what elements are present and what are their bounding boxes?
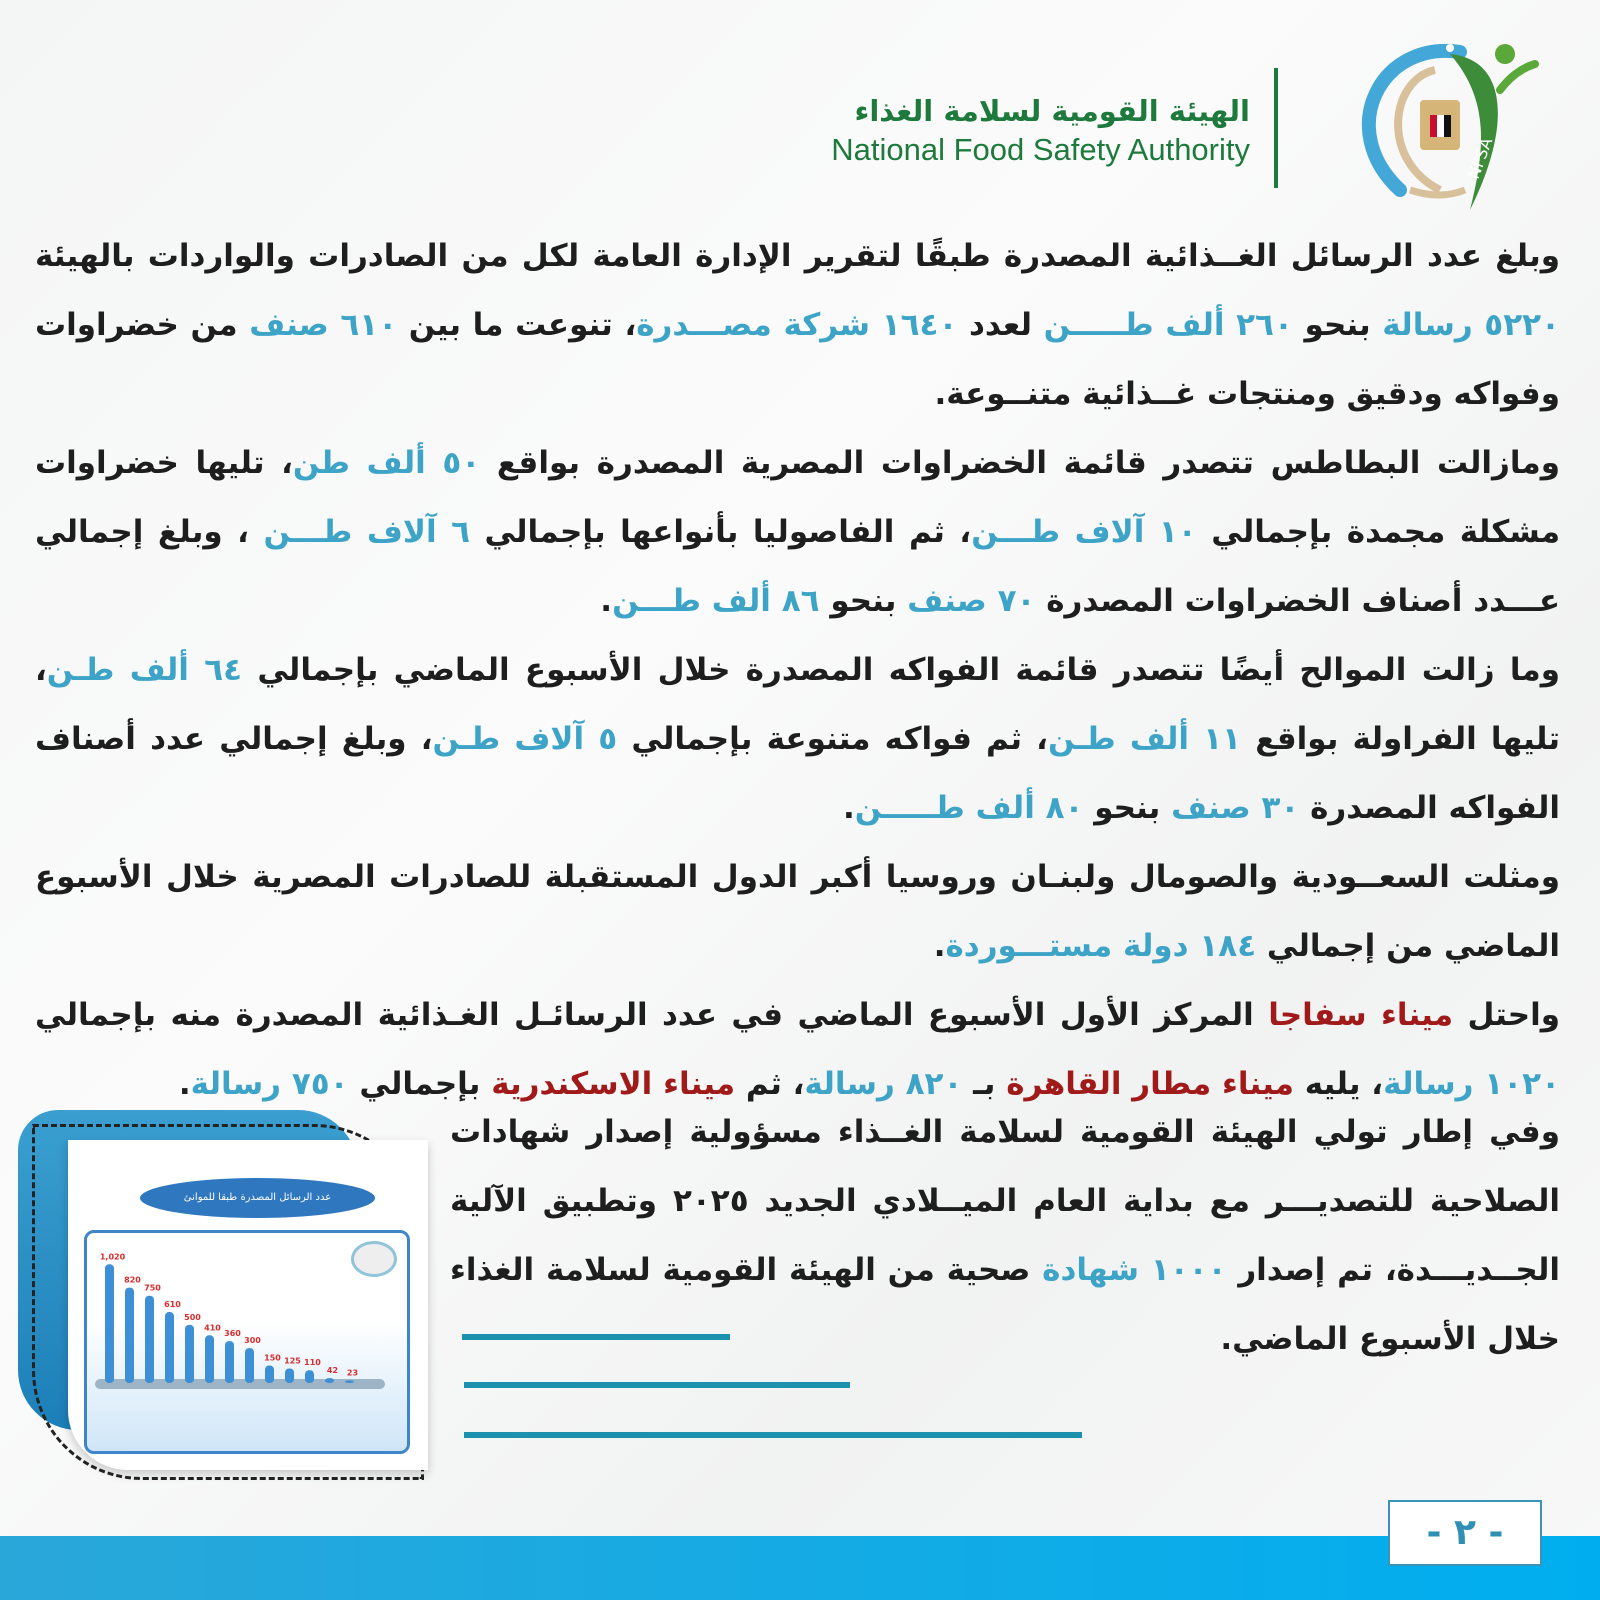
text: وما زالت الموالح أيضًا تتصدر قائمة الفواكه المصدرة خلال الأسبوع الماضي بإجمالي (242, 652, 1561, 688)
chart-value-label: 300 (244, 1336, 261, 1346)
nfsa-logo (1340, 40, 1540, 220)
highlight-tons: ٢٦٠ ألف طـــــن (1043, 307, 1293, 343)
highlight-countries: ١٨٤ دولة مستـــوردة (945, 928, 1257, 964)
highlight-companies: ١٦٤٠ شركة مصـــدرة (636, 307, 958, 343)
highlight-fruit-tons: ٨٠ ألف طـــــن (854, 790, 1084, 826)
chart-value-label: 820 (124, 1275, 141, 1285)
port-alexandria: ميناء الاسكندرية (491, 1066, 736, 1102)
chart-bar (145, 1296, 154, 1383)
text: بـ (962, 1066, 1007, 1102)
highlight-strawberry: ١١ ألف طـن (1047, 721, 1242, 757)
port-safaga: ميناء سفاجا (1268, 997, 1454, 1033)
logo-divider (1274, 68, 1278, 188)
text: المركز الأول الأسبوع الماضي في عدد الرسائـل الغـذائية المصدرة منه بإجمالي (35, 997, 1269, 1033)
text: بنحو (1083, 790, 1172, 826)
paragraph-total-shipments (35, 222, 1560, 429)
chart-bar (205, 1335, 214, 1383)
chart-bar (225, 1341, 234, 1383)
highlight-certificates: ١٠٠٠ شهادة (1042, 1252, 1227, 1288)
chart-bar (125, 1288, 134, 1383)
text: لعدد (957, 307, 1044, 343)
mini-logo-icon (351, 1241, 397, 1277)
chart-bar (325, 1378, 334, 1383)
text: بنحو (819, 583, 908, 619)
paragraph-certificates (450, 1098, 1560, 1374)
text: ، وبلغ إجمالي عـــدد أصناف الخضراوات المصدرة (35, 514, 1560, 619)
text: ، تليها خضراوات مشكلة مجمدة بإجمالي (35, 445, 1561, 550)
text: ، تليها الفراولة بواقع (35, 652, 1560, 757)
paragraph-vegetables (35, 429, 1560, 636)
highlight-alex-count: ٧٥٠ رسالة (190, 1066, 349, 1102)
highlight-veg-items: ٧٠ صنف (907, 583, 1036, 619)
chart-value-label: 750 (144, 1283, 161, 1293)
highlight-fruit-items: ٣٠ صنف (1171, 790, 1300, 826)
highlight-citrus: ٦٤ ألف طـن (46, 652, 243, 688)
text: ، يليه (1293, 1066, 1384, 1102)
text: صحية من الهيئة القومية لسلامة الغذاء خلال الأسبوع الماضي. (450, 1252, 1560, 1357)
text: بنحو (1292, 307, 1383, 343)
chart-panel (84, 1230, 410, 1454)
chart-inset (18, 1110, 428, 1490)
highlight-misc-fruit: ٥ آلاف طـن (432, 721, 618, 757)
text: من خضراوات وفواكه ودقيق ومنتجات غــذائية متنــوعة. (35, 307, 1560, 412)
highlight-shipments: ٥٢٢٠ رسالة (1382, 307, 1560, 343)
highlight-beans: ٦ آلاف طـــن (263, 514, 471, 550)
article-body (35, 222, 1560, 1119)
page-number: - ٢ - (1388, 1500, 1542, 1566)
highlight-frozen: ١٠ آلاف طـــن (971, 514, 1197, 550)
text: ، ثم الفاصوليا بأنواعها بإجمالي (470, 514, 972, 550)
chart-bar (265, 1366, 274, 1383)
decorative-line (462, 1334, 730, 1340)
text: ، تنوعت ما بين (397, 307, 637, 343)
chart-value-label: 125 (284, 1356, 301, 1366)
chart-value-label: 150 (264, 1353, 281, 1363)
header (780, 40, 1540, 220)
chart-bar (345, 1380, 354, 1383)
chart-value-label: 23 (346, 1368, 359, 1378)
highlight-items: ٦١٠ صنف (249, 307, 398, 343)
decorative-line (464, 1432, 1082, 1438)
text: ، ثم فواكه متنوعة بإجمالي (617, 721, 1048, 757)
text: واحتل (1453, 997, 1561, 1033)
text: ومازالت البطاطس تتصدر قائمة الخضراوات المصرية المصدرة بواقع (480, 445, 1560, 481)
highlight-potatoes: ٥٠ ألف طن (292, 445, 481, 481)
logo-text: NFSA (1463, 135, 1497, 182)
nfsa-logo-icon (1340, 40, 1540, 220)
highlight-safaga-count: ١٠٢٠ رسالة (1383, 1066, 1560, 1102)
paragraph-countries (35, 843, 1560, 981)
chart-value-label: 360 (224, 1329, 241, 1339)
chart-bar (285, 1368, 294, 1383)
text: . (178, 1066, 191, 1102)
decorative-line (464, 1382, 850, 1388)
text: وبلغ عدد الرسائل الغــذائية المصدرة طبقًا لتقرير الإدارة العامة لكل من الصادرات والواردات بالهيئة (35, 238, 1560, 274)
chart-bar (165, 1312, 174, 1383)
text: ، ثم (735, 1066, 805, 1102)
chart-baseline (95, 1379, 385, 1389)
chart-value-label: 1,020 (99, 1252, 126, 1262)
highlight-cairo-count: ٨٢٠ رسالة (804, 1066, 963, 1102)
chart-value-label: 610 (164, 1300, 181, 1310)
text: . (842, 790, 855, 826)
text: بإجمالي (348, 1066, 492, 1102)
highlight-veg-tons: ٨٦ ألف طـــن (612, 583, 820, 619)
chart-value-label: 410 (204, 1323, 221, 1333)
chart-bar (305, 1370, 314, 1383)
chart-bar (245, 1348, 254, 1383)
text: ومثلت السعــودية والصومال ولبنـان وروسيا أكبر الدول المستقبلة للصادرات المصرية خلال الأسبوع الماضي من إجمالي (35, 859, 1560, 964)
chart-value-label: 110 (304, 1358, 321, 1368)
chart-bar (185, 1325, 194, 1383)
chart-value-label: 42 (326, 1366, 339, 1376)
chart-title: عدد الرسائل المصدرة طبقا للموانئ (140, 1178, 375, 1218)
text: وفي إطار تولي الهيئة القومية لسلامة الغــذاء مسؤولية إصدار شهادات الصلاحية للتصديـــر مع بداية العام الميــلادي الجديد ٢٠٢٥ وتطبيق الآلية الجــديـــدة، تم إصدار (450, 1114, 1561, 1288)
chart-value-label: 500 (184, 1312, 201, 1322)
text: ، وبلغ إجمالي عدد أصناف الفواكه المصدرة (35, 721, 1560, 826)
footer-bar (0, 1536, 1600, 1600)
paragraph-fruits (35, 636, 1560, 843)
chart-card (68, 1140, 428, 1470)
brand-name-english: National Food Safety Authority (831, 132, 1250, 167)
brand-name-arabic: الهيئة القومية لسلامة الغذاء (854, 94, 1250, 128)
text: . (600, 583, 613, 619)
text: . (933, 928, 946, 964)
port-cairo-airport: ميناء مطار القاهرة (1006, 1066, 1294, 1102)
chart-bar (105, 1264, 114, 1383)
